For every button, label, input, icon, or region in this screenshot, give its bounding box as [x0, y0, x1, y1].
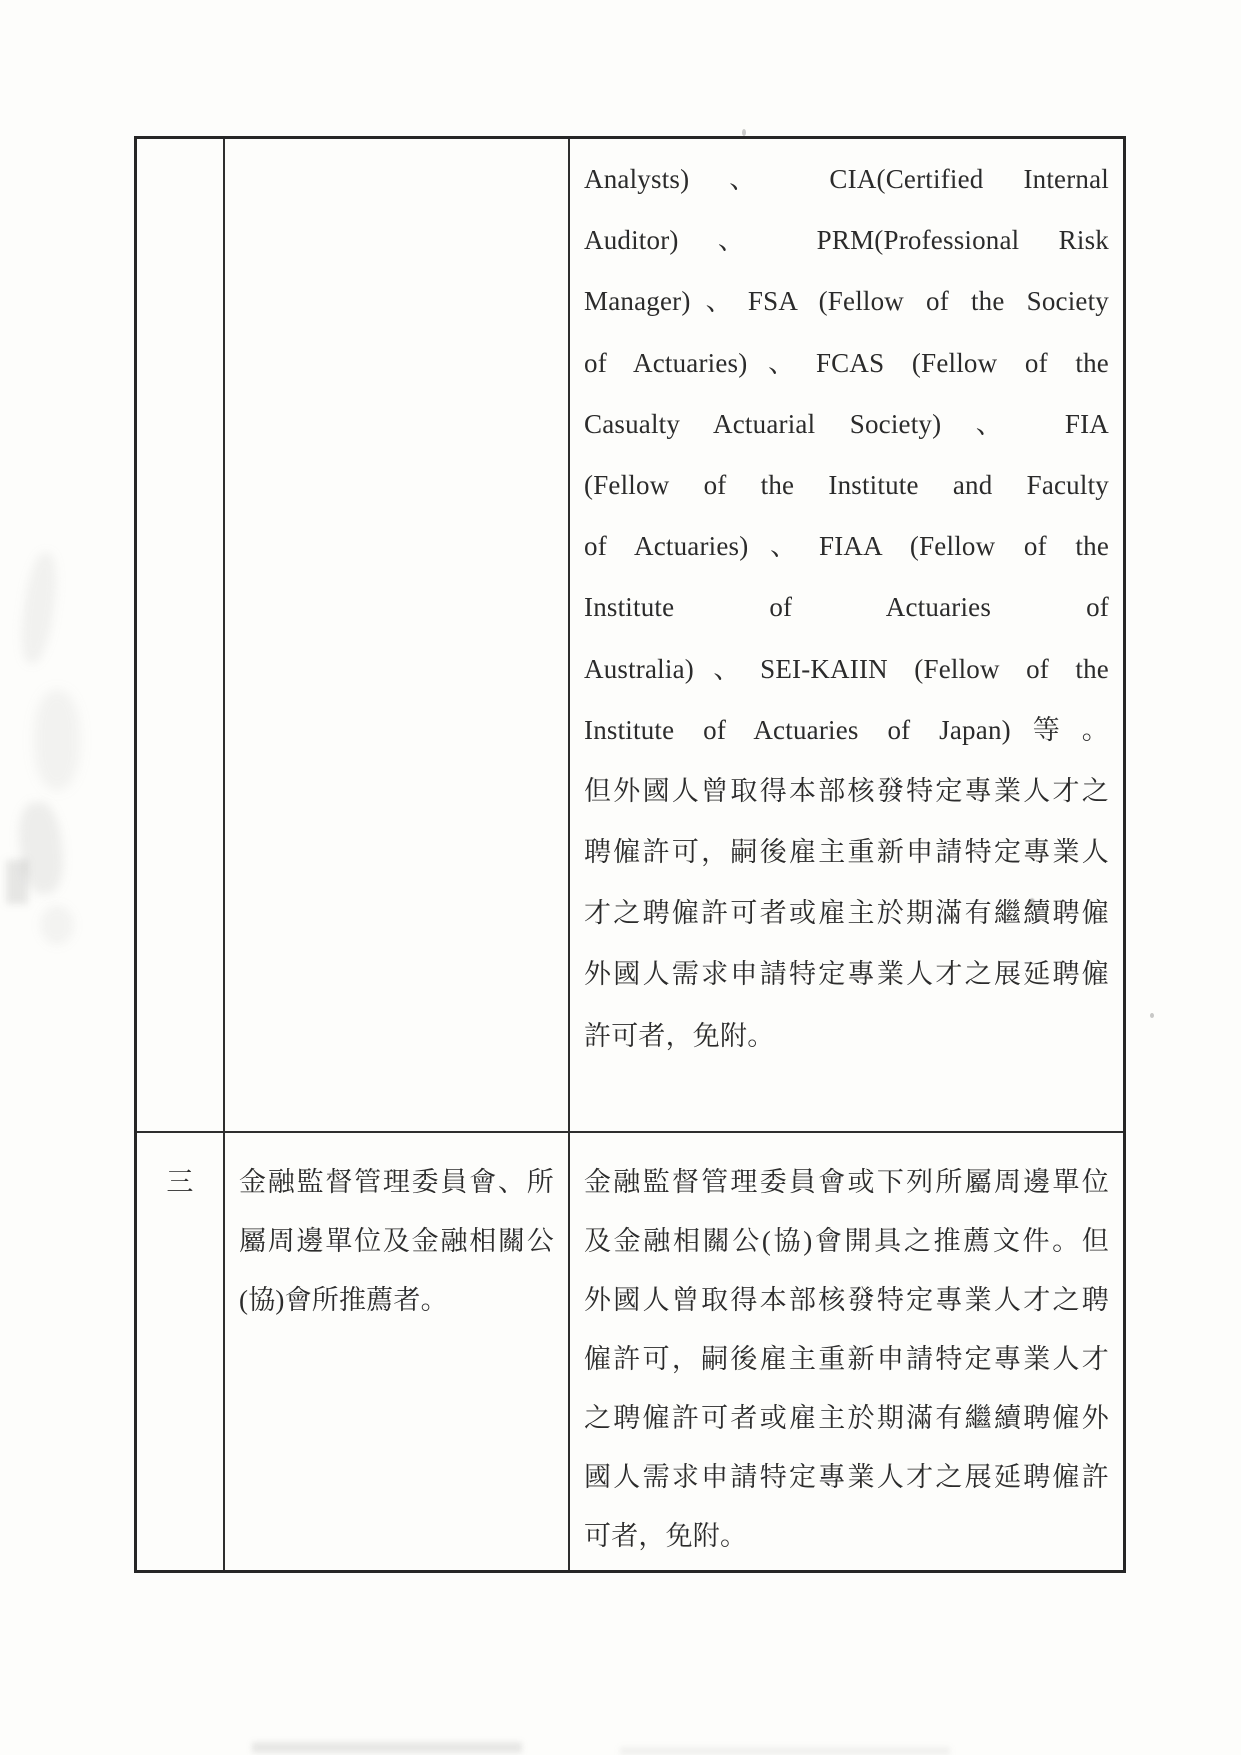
text-line: 金融監督管理委員會、所	[239, 1167, 554, 1197]
scan-smudge	[6, 860, 28, 904]
scan-speck	[742, 129, 746, 136]
scan-smudge	[15, 800, 66, 896]
text-line: Auditor) 、 PRM(Professional Risk	[584, 225, 1109, 256]
text-line: 國人需求申請特定專業人才之展延聘僱許	[584, 1462, 1109, 1492]
row-index-label: 三	[166, 1167, 194, 1197]
text-line: 之聘僱許可者或雇主於期滿有繼續聘僱外	[584, 1403, 1109, 1433]
documents-cell	[570, 1133, 1123, 1570]
text-line: 金融監督管理委員會或下列所屬周邊單位	[584, 1167, 1109, 1197]
text-line: (Fellow of the Institute and Faculty	[584, 469, 1109, 500]
recommender-cell	[225, 1133, 570, 1570]
scan-smudge	[40, 905, 74, 945]
text-line: (協)會所推薦者。	[239, 1285, 448, 1315]
scan-smudge	[252, 1742, 522, 1753]
index-cell-continued	[137, 139, 225, 1133]
text-line: of Actuaries)、FCAS (Fellow of the	[584, 347, 1109, 378]
scan-smudge	[34, 690, 80, 790]
text-line: 可者，免附。	[584, 1521, 748, 1551]
text-line: Casualty Actuarial Society) 、 FIA	[584, 408, 1109, 439]
scan-smudge	[16, 550, 61, 665]
text-line: 才之聘僱許可者或雇主於期滿有繼續聘僱	[584, 898, 1109, 929]
text-line: Institute of Actuaries of	[584, 592, 1109, 623]
text-line: 僱許可，嗣後雇主重新申請特定專業人才	[584, 1344, 1109, 1374]
text-line: Institute of Actuaries of Japan)等。	[584, 714, 1109, 745]
text-line: 但外國人曾取得本部核發特定專業人才之	[584, 775, 1109, 806]
text-line: 許可者，免附。	[584, 1020, 775, 1051]
text-line: Manager)、FSA (Fellow of the Society	[584, 286, 1109, 317]
documents-cell-continued	[570, 139, 1123, 1133]
requirements-table	[134, 136, 1126, 1573]
scan-smudge	[620, 1747, 950, 1755]
recommender-cell-continued	[225, 139, 570, 1133]
text-line: 聘僱許可，嗣後雇主重新申請特定專業人	[584, 837, 1109, 868]
scan-speck	[1150, 1013, 1154, 1018]
text-line: 外國人需求申請特定專業人才之展延聘僱	[584, 959, 1109, 990]
text-line: Analysts) 、 CIA(Certified Internal	[584, 164, 1109, 194]
text-line: of Actuaries)、FIAA (Fellow of the	[584, 531, 1109, 562]
text-line: 及金融相關公(協)會開具之推薦文件。但	[584, 1226, 1109, 1256]
index-cell	[137, 1133, 225, 1570]
text-line: 屬周邊單位及金融相關公	[239, 1226, 554, 1256]
text-line: 外國人曾取得本部核發特定專業人才之聘	[584, 1285, 1109, 1315]
text-line: Australia)、SEI-KAIIN (Fellow of the	[584, 653, 1109, 684]
